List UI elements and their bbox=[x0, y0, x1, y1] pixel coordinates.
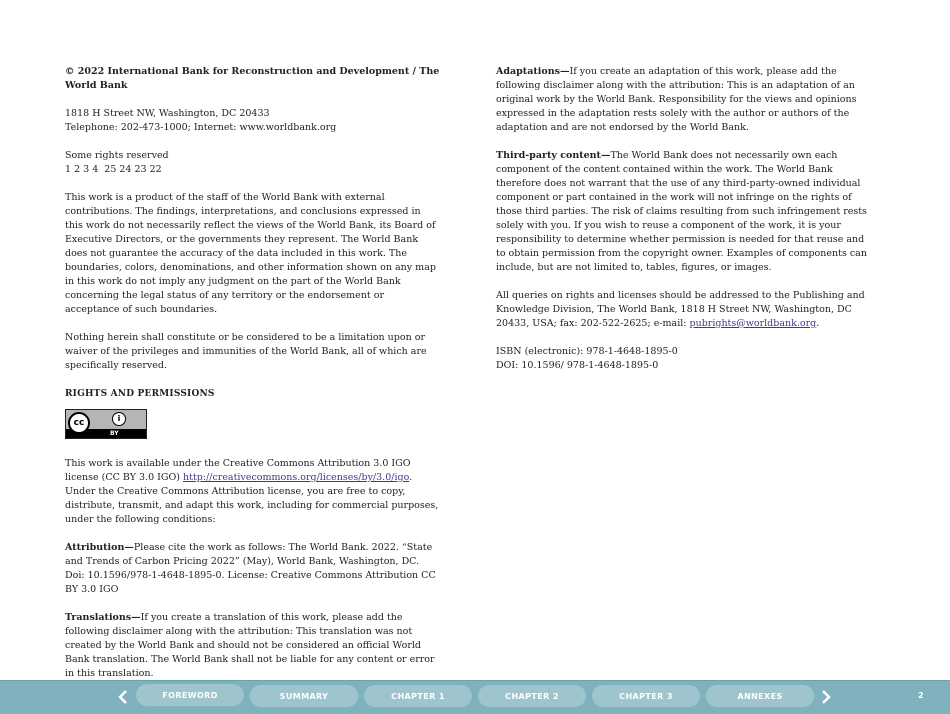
chevron-right-icon[interactable] bbox=[818, 687, 834, 707]
copyright-line: © 2022 International Bank for Reconstruction and Development / The World Bank bbox=[65, 66, 440, 91]
chevron-left-icon[interactable] bbox=[115, 687, 131, 707]
translations-paragraph: Translations—If you create a translation of this work, please add the following disclaimer along with the attribution: This translation was not created by the World Bank and should not be considered an official World Bank translation. The World Bank shall not be liable for any content or error in this translation. bbox=[65, 612, 435, 679]
disclaimer-paragraph: This work is a product of the staff of the World Bank with external contributions. The findings, interpretations, and conclusions expressed in this work do not necessarily reflect the views of the World Bank, its Board of Executive Directors, or the governments they represent. The World Bank does not guarantee the accuracy of the data included in this work. The boundaries, colors, denominations, and other information shown on any map in this work do not imply any judgment on the part of the World Bank concerning the legal status of any territory or the endorsement or acceptance of such boundaries. bbox=[65, 192, 436, 315]
tab-chapter-2[interactable]: CHAPTER 2 bbox=[478, 685, 586, 707]
isbn-line: ISBN (electronic): 978-1-4648-1895-0 bbox=[496, 346, 678, 357]
tab-annexes[interactable]: ANNEXES bbox=[706, 685, 814, 707]
license-paragraph: This work is available under the Creative Commons Attribution 3.0 IGO license (CC BY 3.0 IGO) http://creativecommons.org/licenses/by/3.0/igo. Under the Creative Commons Attribution license, you are free to copy, distribute, transmit, and adapt this work, including for commercial purposes, under the following conditions: bbox=[65, 458, 439, 525]
creative-commons-icon: cc bbox=[68, 412, 90, 434]
right-column bbox=[496, 65, 876, 373]
license-link[interactable]: http://creativecommons.org/licenses/by/3.0/igo bbox=[183, 472, 410, 483]
third-party-label: Third-party content— bbox=[496, 150, 611, 161]
queries-paragraph: All queries on rights and licenses should be addressed to the Publishing and Knowledge Division, The World Bank, 1818 H Street NW, Washington, DC 20433, USA; fax: 202-522-2625; e-mail: pubrights@worldbank.org. bbox=[496, 290, 865, 329]
attribution-label: Attribution— bbox=[65, 542, 134, 553]
attribution-person-icon: i bbox=[112, 412, 126, 426]
print-numbers: 1 2 3 4 25 24 23 22 bbox=[65, 164, 162, 175]
by-label: BY bbox=[110, 430, 119, 437]
adaptations-label: Adaptations— bbox=[496, 66, 570, 77]
translations-label: Translations— bbox=[65, 612, 141, 623]
contact-line: Telephone: 202-473-1000; Internet: www.worldbank.org bbox=[65, 122, 337, 133]
tab-foreword[interactable]: FOREWORD bbox=[136, 684, 244, 706]
rights-permissions-heading: RIGHTS AND PERMISSIONS bbox=[65, 389, 215, 399]
rights-reserved: Some rights reserved bbox=[65, 150, 169, 161]
cc-by-license-badge bbox=[65, 409, 147, 439]
tab-chapter-1[interactable]: CHAPTER 1 bbox=[364, 685, 472, 707]
attribution-paragraph: Attribution—Please cite the work as follows: The World Bank. 2022. “State and Trends of Carbon Pricing 2022” (May), World Bank, Washington, DC. Doi: 10.1596/978-1-4648-1895-0. License: Creative Commons Attribution CC BY 3.0 IGO bbox=[65, 542, 436, 595]
email-link[interactable]: pubrights@worldbank.org bbox=[689, 318, 817, 329]
address-line: 1818 H Street NW, Washington, DC 20433 bbox=[65, 108, 270, 119]
tab-summary[interactable]: SUMMARY bbox=[250, 685, 358, 707]
tab-chapter-3[interactable]: CHAPTER 3 bbox=[592, 685, 700, 707]
page-number: 2 bbox=[918, 691, 924, 700]
chapter-navigation-bar bbox=[0, 680, 950, 714]
adaptations-paragraph: Adaptations—If you create an adaptation of this work, please add the following disclaimer along with the attribution: This is an adaptation of an original work by the World Bank. Responsibility for the views and opinions expressed in the adaptation rests solely with the author or authors of the adaptation and are not endorsed by the World Bank. bbox=[496, 66, 857, 133]
privileges-paragraph: Nothing herein shall constitute or be considered to be a limitation upon or waiver of the privileges and immunities of the World Bank, all of which are specifically reserved. bbox=[65, 332, 427, 371]
left-column bbox=[65, 65, 440, 681]
third-party-paragraph: Third-party content—The World Bank does not necessarily own each component of the content contained within the work. The World Bank therefore does not warrant that the use of any third-party-owned individual component or part contained in the work will not infringe on the rights of those third parties. The risk of claims resulting from such infringement rests solely with you. If you wish to reuse a component of the work, it is your responsibility to determine whether permission is needed for that reuse and to obtain permission from the copyright owner. Examples of components can include, but are not limited to, tables, figures, or images. bbox=[496, 150, 867, 273]
doi-line: DOI: 10.1596/ 978-1-4648-1895-0 bbox=[496, 360, 659, 371]
